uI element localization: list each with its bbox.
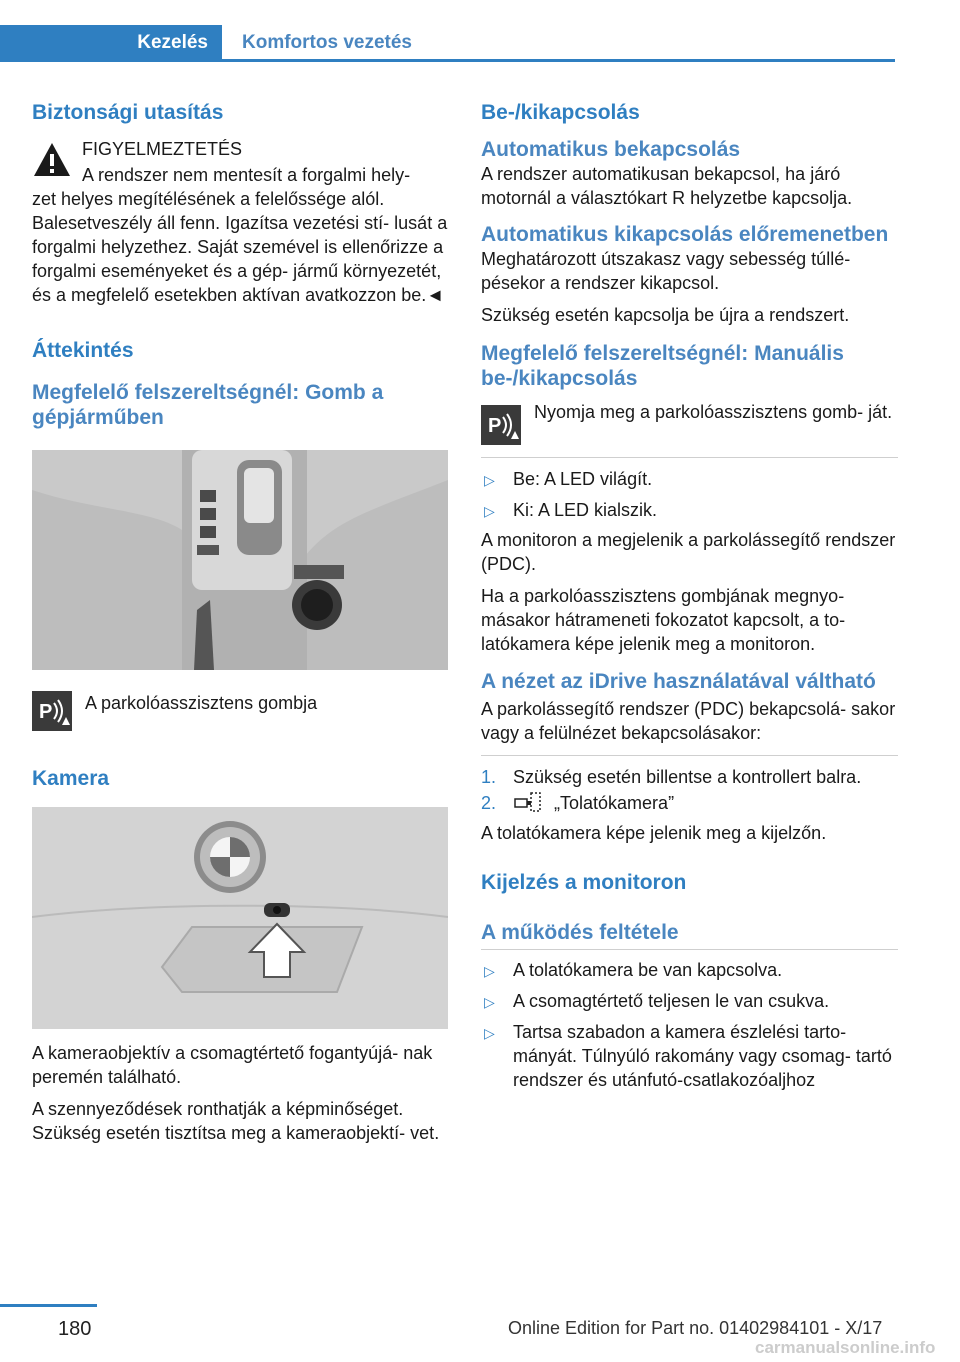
triangle-bullet-icon: ▷ (484, 503, 495, 519)
display-heading: Kijelzés a monitoron (481, 871, 687, 894)
list-item-text: Be: A LED világít. (513, 469, 653, 489)
triangle-bullet-icon: ▷ (484, 963, 495, 979)
warning-line1: A rendszer nem mentesít a forgalmi hely‐ (82, 165, 411, 185)
right-column (481, 100, 898, 1092)
function-heading: A működés feltétele (481, 921, 679, 944)
button-caption-row (32, 689, 449, 731)
idrive-text: A parkolássegítő rendszer (PDC) bekapcsolá‐ sakor vagy a felülnézet bekapcsolásakor: (481, 699, 896, 743)
triangle-bullet-icon: ▷ (484, 472, 495, 488)
list-item (481, 498, 898, 522)
list-item-text: A tolatókamera be van kapcsolva. (513, 960, 783, 980)
list-item (481, 1020, 898, 1092)
safety-heading: Biztonsági utasítás (32, 101, 224, 124)
svg-text:P: P (488, 415, 502, 437)
auto-off-text: Meghatározott útszakasz vagy sebesség túllé‐ pésekor a rendszer kikapcsol. (481, 249, 851, 293)
step-item (481, 765, 898, 789)
edition-text: Online Edition for Part no. 01402984101 - X/17 (508, 1318, 883, 1338)
auto-off-heading: Automatikus kikapcsolás előremenetben (481, 223, 889, 246)
rear-camera-icon (513, 791, 543, 813)
footer-rule (0, 1304, 97, 1307)
idrive-heading: A nézet az iDrive használatával váltható (481, 670, 876, 693)
section-tab-kezeles[interactable]: Kezelés (0, 25, 222, 61)
list-item-text: A csomagtértető teljesen le van csukva. (513, 991, 830, 1011)
left-column (32, 100, 449, 1145)
conditions-list (481, 958, 898, 1092)
steps-list (481, 765, 898, 815)
svg-text:P: P (39, 701, 53, 723)
auto-on-heading: Automatikus bekapcsolás (481, 138, 741, 161)
camera-heading: Kamera (32, 767, 110, 790)
page-number: 180 (58, 1318, 92, 1340)
step-number: 1. (481, 767, 497, 787)
auto-on-text: A rendszer automatikusan bekapcsol, ha járó motornál a választókart R helyzetbe kapcsolja. (481, 164, 853, 208)
reverse-text: Ha a parkolóasszisztens gombjának megnyo‐ másakor hátrameneti fokozatot kapcsolt, a to‐ latókamera képe jelenik meg a monitoron. (481, 586, 846, 654)
step-number: 2. (481, 793, 497, 813)
list-item-text: Ki: A LED kialszik. (513, 500, 658, 520)
triangle-bullet-icon: ▷ (484, 994, 495, 1010)
list-item-text: Tartsa szabadon a kamera észlelési tarto‐ mányát. Túlnyúló rakomány vagy csomag‐ tartó rendszer és utánfutó-csatlakozóaljhoz (513, 1022, 892, 1090)
divider (481, 949, 898, 950)
list-item (481, 958, 898, 982)
equipment-heading: Megfelelő felszereltségnél: Gomb a gépjárműben (32, 381, 384, 429)
warning-block (32, 137, 449, 307)
camera-photo (32, 807, 448, 1029)
onoff-heading: Be-/kikapcsolás (481, 101, 640, 124)
step-text: Szükség esetén billentse a kontrollert balra. (513, 767, 862, 787)
watermark: carmanualsonline.info (755, 1338, 936, 1357)
divider (481, 755, 898, 756)
list-item (481, 467, 898, 491)
warning-title: FIGYELMEZTETÉS (82, 139, 243, 159)
manual-instruction-row (481, 403, 898, 445)
page-header (0, 25, 895, 61)
warning-triangle-icon (32, 140, 72, 180)
camera-cleaning-text: A szennyeződések ronthatják a képminőséget. Szükség esetén tisztítsa meg a kameraobjektí‐ vet. (32, 1099, 440, 1143)
auto-off-text2: Szükség esetén kapcsolja be újra a rendszert. (481, 305, 850, 325)
step-item (481, 791, 898, 815)
led-status-list (481, 467, 898, 522)
button-caption: A parkolóasszisztens gombja (85, 693, 318, 713)
manual-text: Nyomja meg a parkolóasszisztens gomb‐ ját. (534, 402, 893, 422)
steps-result: A tolatókamera képe jelenik meg a kijelzőn. (481, 823, 827, 843)
gear-console-illustration (32, 450, 448, 670)
step-text: „Tolatókamera” (554, 793, 675, 813)
parking-assistant-icon (32, 691, 72, 731)
warning-text: zet helyes megítélésének a felelőssége alól. Balesetveszély áll fenn. Igazítsa vezetési stí‐ lusát a forgalmi helyzethez. Saját szemével is ellenőrizze a forgalmi eseményeket és a gép‐ jármű környezetét, és a megfelelő esetekben aktívan avatkozzon be.◄ (32, 189, 448, 305)
monitor-text: A monitoron a megjelenik a parkolássegítő rendszer (PDC). (481, 530, 896, 574)
camera-location-text: A kameraobjektív a csomagtértető fogantyújá‐ nak peremén található. (32, 1043, 433, 1087)
console-photo (32, 450, 448, 670)
overview-heading: Áttekintés (32, 339, 134, 362)
list-item (481, 989, 898, 1013)
parking-assistant-icon (481, 405, 521, 445)
divider (481, 457, 898, 458)
section-tab-komfortos-vezetes[interactable]: Komfortos vezetés (242, 32, 412, 53)
manual-heading: Megfelelő felszereltségnél: Manuális be-/kikapcsolás (481, 342, 844, 390)
trunk-camera-illustration (32, 807, 448, 1029)
triangle-bullet-icon: ▷ (484, 1025, 495, 1041)
